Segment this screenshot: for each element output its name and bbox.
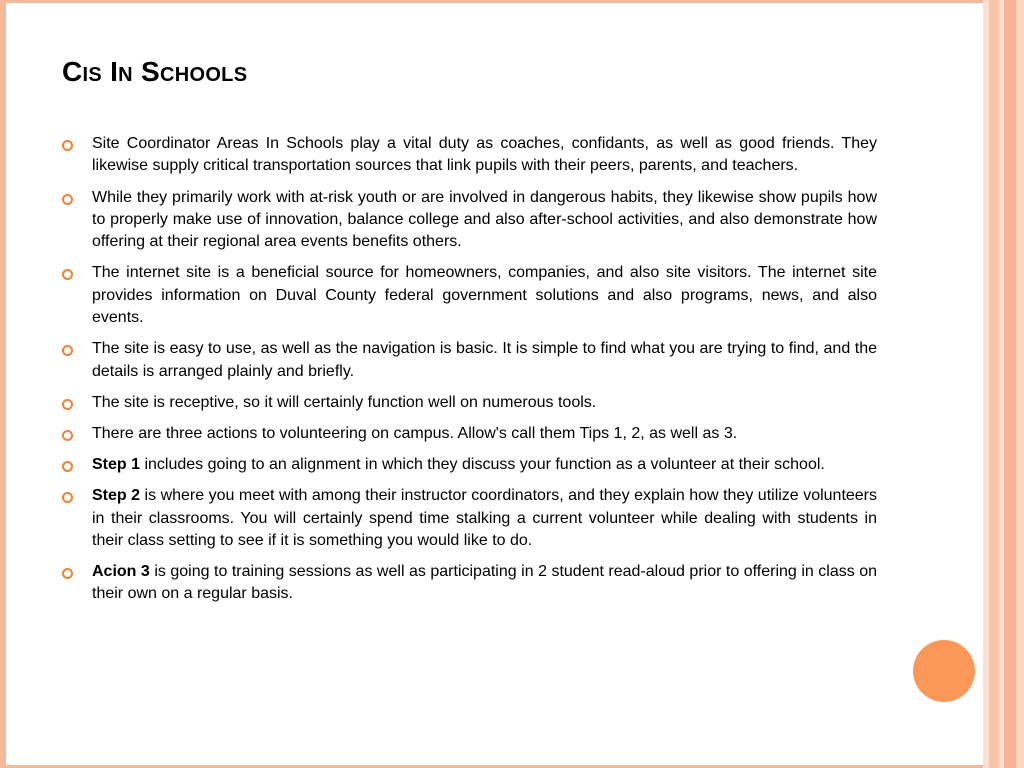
bullet-text: The site is receptive, so it will certainly function well on numerous tools. (92, 393, 597, 411)
bullet-circle-icon (62, 461, 73, 472)
bullet-circle-icon (62, 430, 73, 441)
bullet-item (62, 262, 877, 329)
decorative-stripes (983, 0, 1024, 768)
bullet-text: Site Coordinator Areas In Schools play a vital duty as coaches, confidants, as well as good friends. They likewise supply critical transportation sources that link pupils with their peers, parents, and teachers. (92, 135, 877, 175)
bullet-circle-icon (62, 345, 73, 356)
stripe (1004, 0, 1016, 768)
bullet-item (62, 392, 877, 414)
bullet-item (62, 485, 877, 552)
bullet-item (62, 561, 877, 606)
slide-title: Cis In Schools (62, 56, 248, 87)
bullet-text: is where you meet with among their instructor coordinators, and they explain how they utilize volunteers in their classrooms. You will certainly spend time stalking a current volunteer while dealing with students in their class setting to see if it is something you would like to do. (92, 487, 878, 549)
bullet-lead: Acion 3 (92, 563, 150, 580)
bullet-circle-icon (62, 140, 73, 151)
bullet-item (62, 133, 877, 178)
slide-border-top (0, 0, 983, 3)
bullet-item (62, 454, 877, 476)
bullet-text: While they primarily work with at-risk youth or are involved in dangerous habits, they likewise show pupils how to properly make use of innovation, balance college and also after-school activities, and also demonstrate how offering at their regional area events benefits others. (92, 188, 877, 251)
bullet-text: There are three actions to volunteering on campus. Allow's call them Tips 1, 2, as well as 3. (92, 424, 738, 442)
bullet-circle-icon (62, 399, 73, 410)
bullet-text: includes going to an alignment in which they discuss your function as a volunteer at their school. (140, 456, 825, 473)
bullet-text: The internet site is a beneficial source for homeowners, companies, and also site visitors. The internet site provides information on Duval County federal government solutions and also programs, news, and also events. (92, 264, 877, 327)
decorative-circle (913, 640, 975, 702)
bullet-text: is going to training sessions as well as participating in 2 student read-aloud prior to offering in class on their own on a regular basis. (92, 563, 877, 603)
stripe (989, 0, 999, 768)
bullet-item (62, 187, 877, 254)
bullet-circle-icon (62, 194, 73, 205)
bullet-circle-icon (62, 492, 73, 503)
slide-border-left (0, 0, 6, 768)
bullet-lead: Step 1 (92, 456, 141, 473)
bullet-lead: Step 2 (92, 487, 141, 505)
bullet-list (62, 133, 877, 615)
bullet-text: The site is easy to use, as well as the navigation is basic. It is simple to find what you are trying to find, and the details is arranged plainly and briefly. (92, 340, 877, 380)
bullet-circle-icon (62, 269, 73, 280)
bullet-circle-icon (62, 568, 73, 579)
stripe (1016, 0, 1024, 768)
bullet-item (62, 338, 877, 383)
bullet-item (62, 423, 877, 445)
